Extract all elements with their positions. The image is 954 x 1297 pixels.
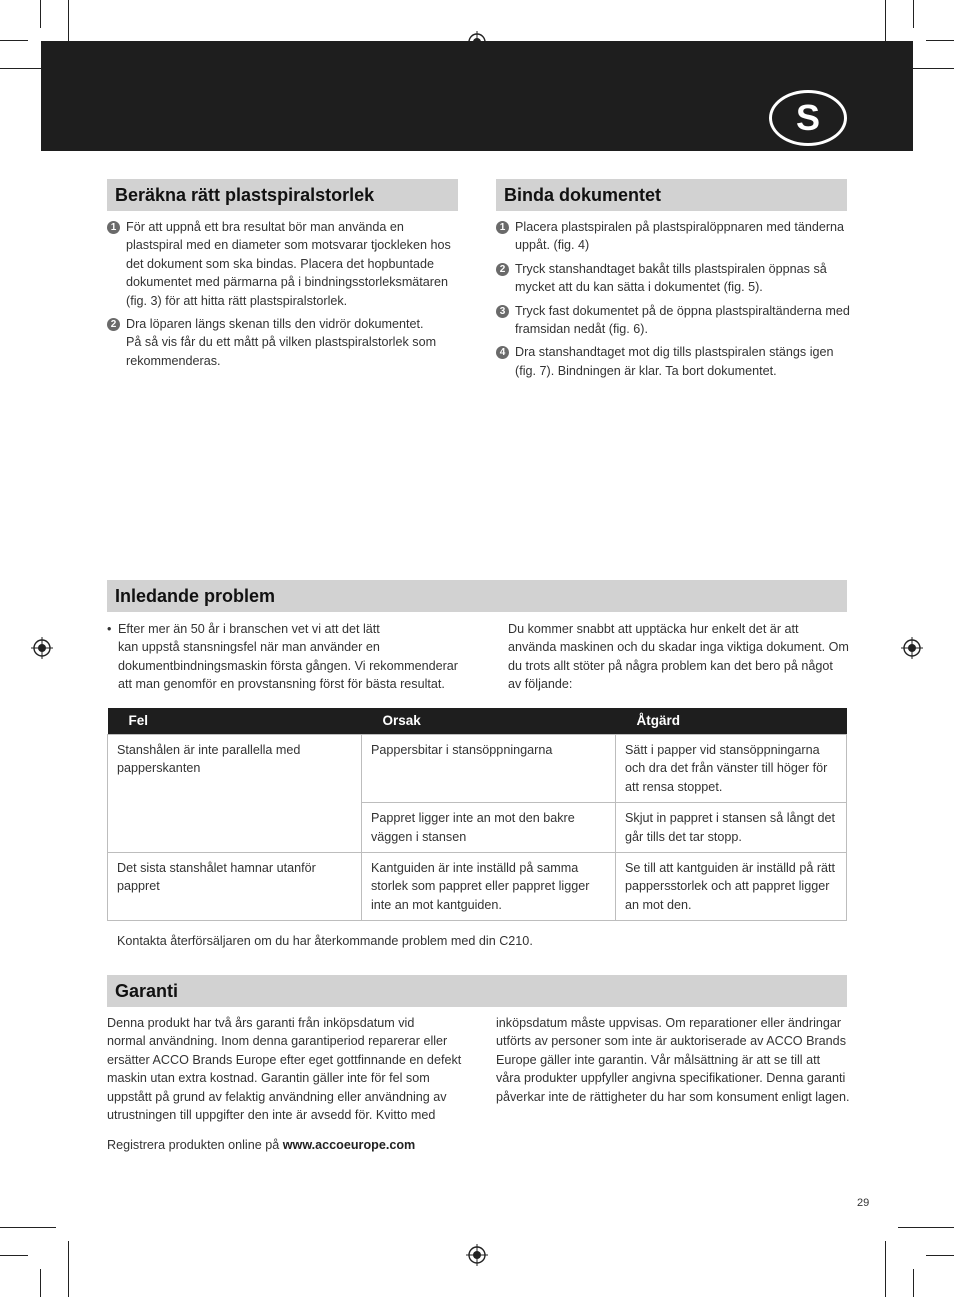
table-cell-fel: Stanshålen är inte parallella med papperskanten — [108, 735, 362, 853]
text-line: kan uppstå stansningsfel när man använder en — [118, 640, 380, 655]
crop-mark — [40, 1269, 41, 1297]
table-cell-atgard: Sätt i papper vid stansöppningarna och dra det från vänster till höger för att rensa stoppet. — [616, 735, 847, 803]
text-line: (fig. 7). Bindningen är klar. Ta bort dokumentet. — [515, 363, 777, 378]
table-header-fel: Fel — [108, 708, 362, 735]
text-line: (fig. 3) för att hitta rätt plastspiralstorlek. — [126, 293, 348, 308]
text-line: använda maskinen och du skadar inga viktiga dokument. Om — [508, 640, 849, 655]
step-number-icon: 1 — [107, 221, 120, 234]
table-header-atgard: Åtgärd — [616, 708, 847, 735]
text-line: att man genomför en provstansning först för bästa resultat. — [118, 677, 445, 692]
warranty-text-right — [496, 1014, 856, 1106]
crop-mark — [68, 1241, 69, 1297]
text-line: rekommenderas. — [126, 353, 221, 368]
step-number-icon: 2 — [107, 318, 120, 331]
table-row — [108, 735, 847, 803]
text-line: dokumentet med pärmarna på i bindningsstorleksmätaren — [126, 275, 449, 290]
section-title-bind: Binda dokumentet — [496, 179, 847, 211]
text-line: dokumentbindningsmaskin första gången. Vi rekommenderar — [118, 658, 458, 673]
step-item — [496, 343, 856, 380]
step-item — [496, 260, 856, 297]
warranty-text-left — [107, 1014, 467, 1124]
table-cell-orsak: Pappersbitar i stansöppningarna — [362, 735, 616, 803]
text-line: mycket att du kan sätta i dokumentet (fig. 5). — [515, 280, 763, 295]
text-line: av följande: — [508, 677, 573, 692]
crop-mark — [913, 1269, 914, 1297]
step-number-icon: 1 — [496, 221, 509, 234]
step-item — [107, 315, 462, 370]
table-header-orsak: Orsak — [362, 708, 616, 735]
text-line: normal användning. Inom denna garantiperiod reparerar eller — [107, 1034, 448, 1049]
section-title-problems: Inledande problem — [107, 580, 847, 612]
text-line: Europe gäller inte garantin. Vår målsättning är att se till att — [496, 1052, 821, 1067]
text-line: inköpsdatum måste uppvisas. Om reparationer eller ändringar — [496, 1016, 842, 1030]
text-line: ersätter ACCO Brands Europe efter eget gottfinnande en defekt — [107, 1052, 462, 1067]
registration-mark-icon — [901, 637, 923, 659]
problems-intro-left — [107, 620, 462, 694]
crop-mark — [898, 1227, 954, 1228]
crop-mark — [0, 1227, 56, 1228]
text-line: utrustningen till uppgifter den inte är avsedd för. Kvitto med — [107, 1108, 436, 1123]
text-line: du trots allt stöter på några problem kan det bero på något — [508, 658, 833, 673]
section-title-calc: Beräkna rätt plastspiralstorlek — [107, 179, 458, 211]
step-number-icon: 3 — [496, 305, 509, 318]
crop-mark — [926, 1255, 954, 1256]
crop-mark — [926, 40, 954, 41]
registration-mark-icon — [31, 637, 53, 659]
text-line: På så vis får du ett mått på vilken plastspiralstorlek som — [126, 335, 437, 350]
table-row — [108, 853, 847, 921]
table-cell-fel: Det sista stanshålet hamnar utanför pappret — [108, 853, 362, 921]
text-line: Du kommer snabbt att upptäcka hur enkelt det är att — [508, 622, 799, 636]
text-line: Denna produkt har två års garanti från inköpsdatum vid — [107, 1016, 415, 1030]
step-number-icon: 2 — [496, 263, 509, 276]
text-line: Dra löparen längs skenan tills den vidrör dokumentet. — [126, 317, 424, 331]
table-cell-orsak: Kantguiden är inte inställd på samma storlek som pappret eller pappret ligger inte an mot kantguiden. — [362, 853, 616, 921]
step-item — [496, 218, 856, 255]
table-cell-orsak: Pappret ligger inte an mot den bakre väggen i stansen — [362, 803, 616, 853]
crop-mark — [913, 0, 914, 28]
text-line: Dra stanshandtaget mot dig tills plastspiralen stängs igen — [515, 345, 834, 360]
text-line: det dokument som ska bindas. Placera det hopbuntade — [126, 256, 435, 271]
table-cell-atgard: Se till att kantguiden är inställd på rätt pappersstorlek och att pappret ligger an mot den. — [616, 853, 847, 921]
text-line: Tryck stanshandtaget bakåt tills plastspiralen öppnas så — [515, 261, 827, 276]
step-number-icon: 4 — [496, 346, 509, 359]
crop-mark — [0, 40, 28, 41]
text-line: påverkar inte de rättigheter du har som konsument enligt lagen. — [496, 1089, 850, 1104]
register-text: Registrera produkten online på — [107, 1138, 283, 1152]
registration-mark-icon — [466, 1244, 488, 1266]
bullet: • — [107, 622, 112, 636]
contact-note: Kontakta återförsäljaren om du har återkommande problem med din C210. — [117, 934, 533, 948]
text-line: utförts av personer som inte är auktoriserade av ACCO Brands — [496, 1034, 846, 1049]
table-cell-atgard: Skjut in pappret i stansen så långt det går tills det tar stopp. — [616, 803, 847, 853]
register-line — [107, 1136, 415, 1154]
text-line: Tryck fast dokumentet på de öppna plastspiraltänderna med — [515, 303, 850, 318]
problems-intro-right — [508, 620, 853, 694]
step-item — [107, 218, 462, 310]
text-line: uppåt. (fig. 4) — [515, 238, 590, 253]
step-item — [496, 302, 856, 339]
text-line: våra produkter uppfyller angivna specifikationer. Denna garanti — [496, 1071, 846, 1086]
text-line: För att uppnå ett bra resultat bör man använda en — [126, 220, 404, 234]
text-line: Efter mer än 50 år i branschen vet vi att det lätt — [118, 622, 380, 636]
crop-mark — [0, 1255, 28, 1256]
text-line: Placera plastspiralen på plastspiralöppnaren med tänderna — [515, 220, 845, 234]
text-line: plastspiral med en diameter som motsvarar tjockleken hos — [126, 238, 451, 253]
language-badge: S — [769, 90, 847, 146]
section-title-warranty: Garanti — [107, 975, 847, 1007]
troubleshooting-table — [107, 708, 847, 921]
register-link[interactable]: www.accoeurope.com — [282, 1138, 416, 1152]
text-line: maskin utan extra kostnad. Garantin gäller inte för fel som — [107, 1071, 430, 1086]
text-line: framsidan nedåt (fig. 6). — [515, 322, 648, 336]
page-number: 29 — [857, 1197, 870, 1209]
crop-mark — [885, 1241, 886, 1297]
crop-mark — [40, 0, 41, 28]
text-line: uppstått på grund av felaktig användning eller användning av — [107, 1089, 447, 1104]
